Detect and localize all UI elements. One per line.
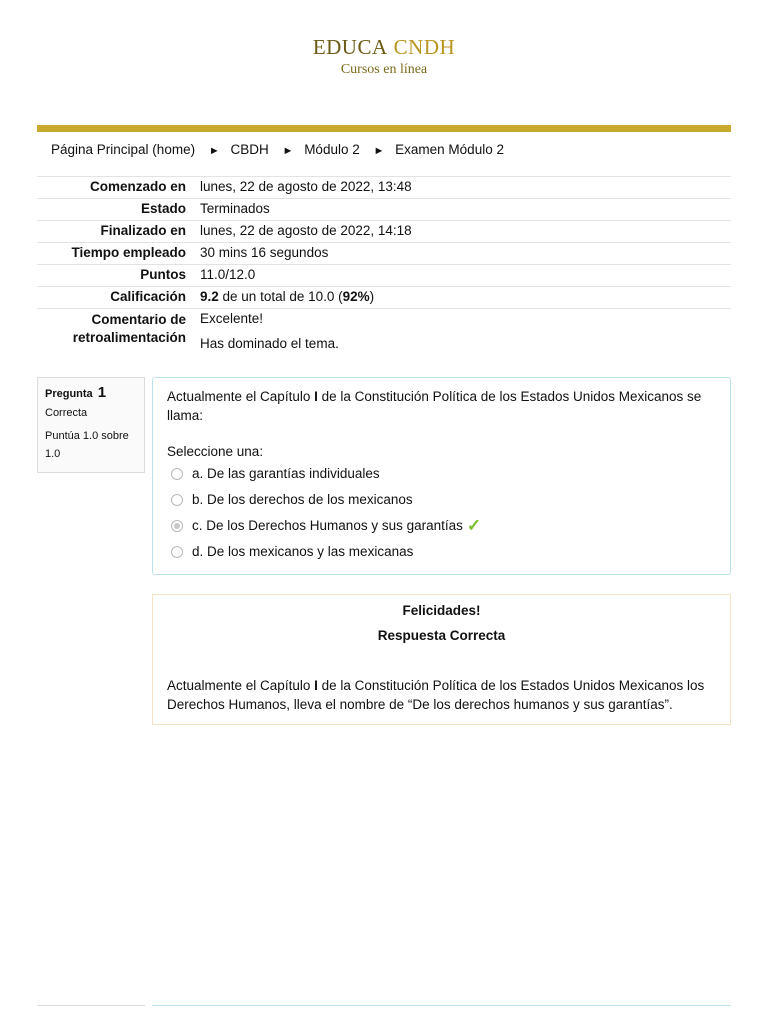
breadcrumb-course[interactable]: CBDH <box>230 142 269 157</box>
summary-label: Calificación <box>37 287 200 309</box>
summary-row-finished <box>37 221 731 243</box>
summary-row-points <box>37 265 731 287</box>
feedback-text <box>167 676 717 714</box>
question-text <box>167 387 707 425</box>
summary-label: Tiempo empleado <box>37 243 200 265</box>
feedback-comment: Excelente! <box>200 311 264 326</box>
summary-row-state <box>37 199 731 221</box>
question-text-chapter: I <box>314 389 318 404</box>
summary-row-feedback <box>37 309 731 358</box>
answer-option-label: c. De los Derechos Humanos y sus garantías <box>192 518 463 533</box>
summary-label: Puntos <box>37 265 200 287</box>
breadcrumb-separator-icon: ► <box>373 145 385 157</box>
answer-option-b[interactable] <box>171 492 413 507</box>
next-question-content-edge <box>152 1005 731 1006</box>
attempt-summary-table <box>37 176 731 357</box>
summary-value: 30 mins 16 segundos <box>200 243 731 265</box>
summary-value <box>200 309 731 358</box>
breadcrumb-separator-icon: ► <box>208 145 220 157</box>
summary-value <box>200 287 731 309</box>
radio-selected-icon[interactable] <box>171 520 183 532</box>
question-state: Correcta <box>45 407 88 419</box>
summary-value: Terminados <box>200 199 731 221</box>
summary-label: Comentario de retroalimentación <box>37 309 200 358</box>
breadcrumb-exam[interactable]: Examen Módulo 2 <box>395 142 504 157</box>
feedback-comment-detail: Has dominado el tema. <box>200 336 339 351</box>
question-label: Pregunta <box>45 388 93 400</box>
answer-option-label: a. De las garantías individuales <box>192 466 380 481</box>
summary-label: Comenzado en <box>37 177 200 199</box>
question-text-end: de la Constitución Política de los Estados Unidos Mexicanos se llama: <box>167 389 702 423</box>
check-icon: ✓ <box>466 515 482 535</box>
question-text-start: Actualmente el Capítulo <box>167 389 315 404</box>
feedback-text-start: Actualmente el Capítulo <box>167 678 315 693</box>
answer-option-a[interactable] <box>171 466 380 481</box>
feedback-text-chapter: I <box>314 678 318 693</box>
feedback-box <box>152 594 731 725</box>
answer-option-label: d. De los mexicanos y las mexicanas <box>192 544 414 559</box>
summary-value: lunes, 22 de agosto de 2022, 14:18 <box>200 221 731 243</box>
feedback-subtitle: Respuesta Correcta <box>377 628 506 643</box>
question-content <box>152 377 731 575</box>
logo-educa: EDUCA <box>312 35 388 59</box>
radio-icon[interactable] <box>171 494 183 506</box>
next-question-info-edge <box>37 1005 145 1006</box>
grade-value: 9.2 <box>200 289 219 304</box>
site-subtitle: Cursos en línea <box>340 62 428 77</box>
question-number-value: 1 <box>97 384 107 401</box>
question-info-box <box>37 377 145 473</box>
question-number <box>45 384 144 401</box>
breadcrumb-module[interactable]: Módulo 2 <box>304 142 360 157</box>
answer-option-c[interactable] <box>171 515 482 535</box>
feedback-text-end: de la Constitución Política de los Estados Unidos Mexicanos los Derechos Humanos, lleva el nombre de “De los derechos humanos y sus garantías”. <box>167 678 705 712</box>
summary-value: lunes, 22 de agosto de 2022, 13:48 <box>200 177 731 199</box>
site-header <box>0 34 768 78</box>
radio-icon[interactable] <box>171 468 183 480</box>
answer-prompt: Seleccione una: <box>167 444 264 459</box>
summary-value: 11.0/12.0 <box>200 265 731 287</box>
summary-row-grade <box>37 287 731 309</box>
grade-total-text: de un total de 10.0 ( <box>218 289 343 304</box>
breadcrumb-home[interactable]: Página Principal (home) <box>51 142 196 157</box>
logo-cndh: CNDH <box>393 35 456 59</box>
answer-option-label: b. De los derechos de los mexicanos <box>192 492 413 507</box>
summary-label: Finalizado en <box>37 221 200 243</box>
breadcrumb <box>51 142 504 157</box>
answer-option-d[interactable] <box>171 544 413 559</box>
site-logo-title[interactable] <box>0 34 768 60</box>
question-grade: Puntúa 1.0 sobre 1.0 <box>45 430 129 460</box>
summary-label: Estado <box>37 199 200 221</box>
summary-row-started <box>37 177 731 199</box>
grade-percent: 92% <box>342 289 370 304</box>
radio-icon[interactable] <box>171 546 183 558</box>
feedback-title: Felicidades! <box>402 603 481 618</box>
grade-close-paren: ) <box>369 289 375 304</box>
header-divider <box>37 125 731 132</box>
summary-row-time <box>37 243 731 265</box>
breadcrumb-separator-icon: ► <box>282 145 294 157</box>
